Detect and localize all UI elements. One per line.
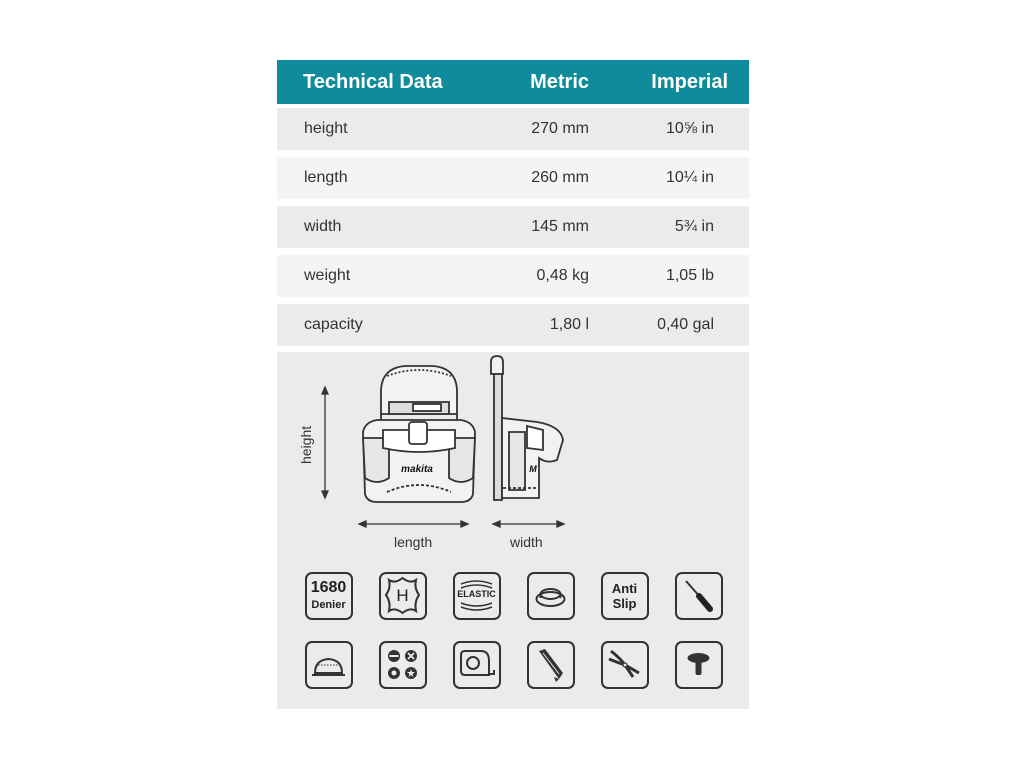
hammer-holder-icon [675,641,723,689]
length-label: length [394,534,433,550]
row-metric-value: 1,80 l [549,316,589,333]
product-panel [277,352,749,709]
height-label: height [298,425,314,464]
screw-types-icon [379,641,427,689]
screwdriver-icon [675,572,723,620]
denier-number: 1680 [310,579,347,596]
row-label: height [304,120,348,137]
svg-text:M: M [529,464,537,474]
table-row [277,157,749,199]
row-metric-value: 260 mm [531,169,589,186]
anti-slip-icon [601,572,649,620]
tape-measure-icon [453,641,501,689]
table-row [277,206,749,248]
pouch-front-view [363,366,475,502]
table-row [277,255,749,297]
elastic-icon [453,572,501,620]
row-metric-value: 0,48 kg [536,267,589,284]
pouch-side-view [491,356,563,500]
elastic-word: ELASTIC [457,589,496,599]
row-imperial-value: 1,05 lb [665,267,714,284]
row-imperial-value: 10¼ in [665,169,714,186]
row-imperial-value: 10⅝ in [665,120,714,137]
width-label: width [510,534,543,550]
leather-h-icon [379,572,427,620]
header-imperial: Imperial [651,71,728,93]
denier-1680-icon [305,572,353,620]
row-label: weight [304,267,351,284]
pliers-icon [601,641,649,689]
row-imperial-value: 5¾ in [674,218,714,235]
row-metric-value: 145 mm [531,218,589,235]
row-label: capacity [304,316,363,333]
denier-word: Denier [311,599,346,611]
row-label: width [304,218,342,235]
padded-handle-icon [305,641,353,689]
table-row [277,304,749,346]
row-imperial-value: 0,40 gal [657,316,714,333]
row-metric-value: 270 mm [531,120,589,137]
leather-letter: H [396,586,409,605]
dimension-diagram [277,352,749,552]
anti-slip-line2: Slip [612,596,637,611]
table-row [277,108,749,150]
tape-holder-icon [527,572,575,620]
header-title: Technical Data [303,71,443,93]
row-label: length [304,169,348,186]
anti-slip-line1: Anti [611,581,638,596]
header-metric: Metric [530,71,589,93]
utility-knife-icon [527,641,575,689]
table-header [277,60,749,104]
brand-logo: makita [401,464,433,475]
